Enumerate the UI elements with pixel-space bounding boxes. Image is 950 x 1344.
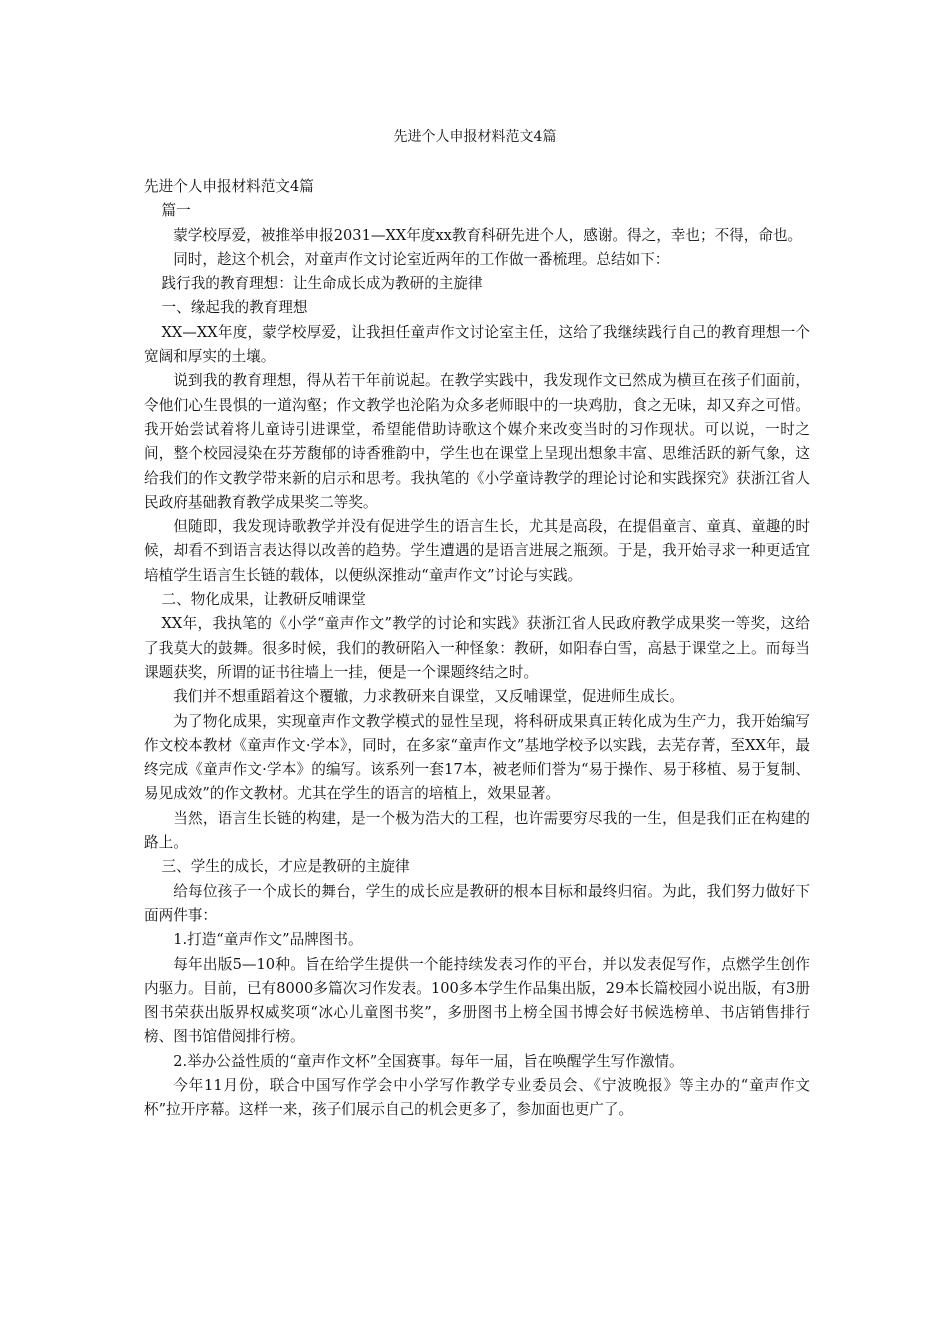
list-item: 2.举办公益性质的“童声作文杯”全国赛事。每年一届，旨在唤醒学生写作激情。 xyxy=(173,1052,684,1070)
subheading: 一、缘起我的教育理想 xyxy=(161,299,308,317)
paragraph: 同时，趁这个机会，对童声作文讨论室近两年的工作做一番梳理。总结如下： xyxy=(173,250,670,268)
paragraph: XX年，我执笔的《小学“童声作文”教学的讨论和实践》获浙江省人民政府教学成果奖一等奖，这给了我莫大的鼓舞。很多时候，我们的教研陷入一种怪象：教研，如阳春白雪，高悬于课堂之上。而每当课题获奖，所谓的证书往墙上一挂，便是一个课题终结之时。 xyxy=(144,615,810,681)
paragraph: 说到我的教育理想，得从若干年前说起。在教学实践中，我发现作文已然成为横亘在孩子们面前，令他们心生畏惧的一道沟壑；作文教学也沦陷为众多老师眼中的一块鸡肋，食之无味，却又弃之可惜。我开始尝试着将儿童诗引进课堂，希望能借助诗歌这个媒介来改变当时的习作现状。可以说，一时之间，整个校园浸染在芬芳馥郁的诗香雅韵中，学生也在课堂上呈现出想象丰富、思维活跃的新气象，这给我们的作文教学带来新的启示和思考。我执笔的《小学童诗教学的理论讨论和实践探究》获浙江省人民政府基础教育教学成果奖二等奖。 xyxy=(144,372,810,511)
paragraph: 蒙学校厚爱，被推举申报2031—XX年度xx教育科研先进个人，感谢。得之，幸也；不得，命也。 xyxy=(173,226,803,244)
paragraph: 给每位孩子一个成长的舞台，学生的成长应是教研的根本目标和最终归宿。为此，我们努力做好下面两件事： xyxy=(144,882,810,924)
paragraph: 为了物化成果，实现童声作文教学模式的显性呈现，将科研成果真正转化成为生产力，我开始编写作文校本教材《童声作文·学本》，同时，在多家“童声作文”基地学校予以实践，去芜存菁，至XX年，最终完成《童声作文·学本》的编写。该系列一套17本，被老师们誉为“易于操作、易于移植、易于复制、易见成效”的作文教材。尤其在学生的语言的培植上，效果显著。 xyxy=(144,712,810,803)
subheading: 二、物化成果，让教研反哺课堂 xyxy=(161,591,366,609)
paragraph: 当然，语言生长链的构建，是一个极为浩大的工程，也许需要穷尽我的一生，但是我们正在构建的路上。 xyxy=(144,809,810,852)
paragraph: 今年11月份，联合中国写作学会中小学写作教学专业委员会、《宁波晚报》等主办的“童声作文杯”拉开序幕。这样一来，孩子们展示自己的机会更多了，参加面也更广了。 xyxy=(144,1076,810,1119)
subheading: 践行我的教育理想：让生命成长成为教研的主旋律 xyxy=(161,275,483,293)
paragraph: XX—XX年度，蒙学校厚爱，让我担任童声作文讨论室主任，这给了我继续践行自己的教育理想一个宽阔和厚实的土壤。 xyxy=(144,323,810,366)
subheading: 三、学生的成长，才应是教研的主旋律 xyxy=(161,858,410,876)
paragraph: 我们并不想重蹈着这个覆辙，力求教研来自课堂，又反哺课堂，促进师生成长。 xyxy=(173,688,684,706)
list-item: 1.打造“童声作文”品牌图书。 xyxy=(173,931,363,949)
paragraph: 但随即，我发现诗歌教学并没有促进学生的语言生长，尤其是高段，在提倡童言、童真、童趣的时候，却看不到语言表达得以改善的趋势。学生遭遇的是语言进展之瓶颈。于是，我开始寻求一种更适宜培植学生语言生长链的载体，以便纵深推动“童声作文”讨论与实践。 xyxy=(144,518,810,584)
paragraph: 每年出版5—10种。旨在给学生提供一个能持续发表习作的平台，并以发表促写作，点燃学生创作内驱力。目前，已有8000多篇次习作发表。100多本学生作品集出版，29本长篇校园小说出版，有3册图书荣获出版界权威奖项“冰心儿童图书奖”，多册图书上榜全国书博会好书候选榜单、书店销售排行榜、图书馆借阅排行榜。 xyxy=(144,955,810,1046)
document-heading: 先进个人申报材料范文4篇 xyxy=(144,178,314,195)
document-body xyxy=(144,175,810,1123)
document-title: 先进个人申报材料范文4篇 xyxy=(393,129,557,145)
section-label: 篇一 xyxy=(161,202,191,220)
